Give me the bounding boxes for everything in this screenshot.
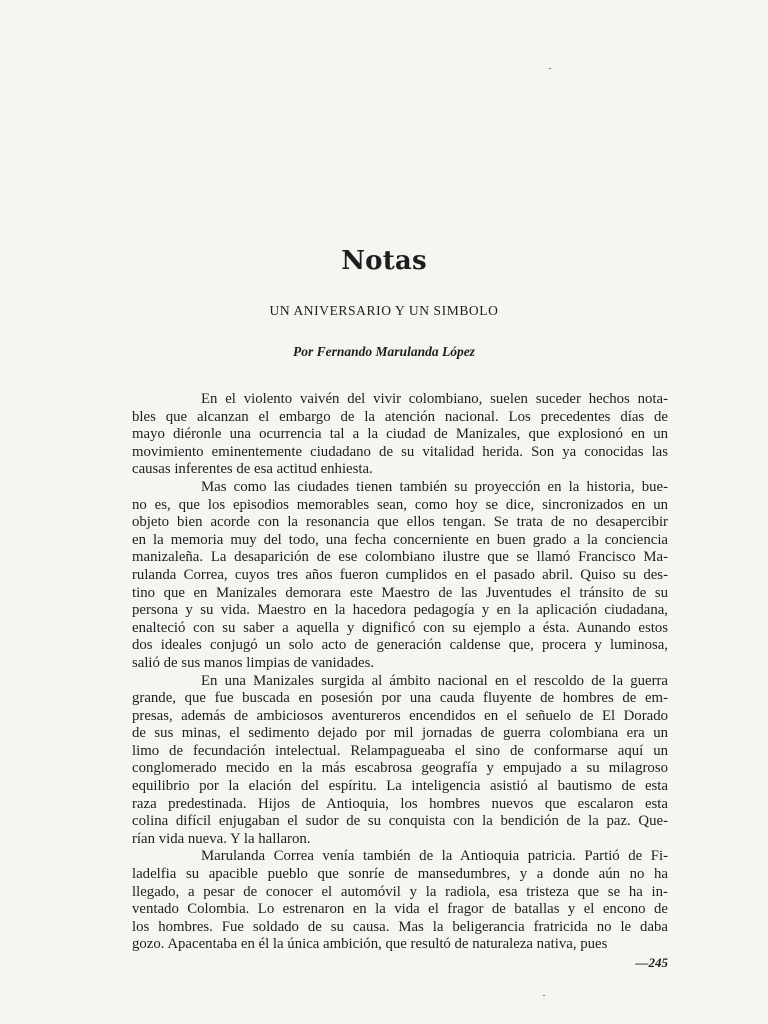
text-line: causas inferentes de esa actitud enhiesta. — [132, 461, 373, 478]
text-line: dos ideales conjugó un solo acto de generación caldense que, procera y luminosa, — [132, 637, 668, 654]
page-number: —245 — [635, 955, 668, 970]
text-line: gozo. Apacentaba en él la única ambición, que resultó de naturaleza nativa, pues — [132, 936, 608, 953]
text-line: Mas como las ciudades tienen también su proyección en la historia, bue- — [201, 478, 668, 495]
text-line: Marulanda Correa venía también de la Antioquia patricia. Partió de Fi- — [201, 848, 668, 865]
text-line: En el violento vaivén del vivir colombiano, suelen suceder hechos nota- — [201, 391, 668, 407]
text-line: ventado Colombia. Lo estrenaron en la vida el fragor de batallas y el encono de — [132, 901, 668, 918]
text-line: enalteció con su saber a aquella y dignificó con su ejemplo a ésta. Aunando estos — [132, 619, 668, 636]
section-title: Notas — [341, 246, 427, 276]
paragraph — [132, 673, 668, 849]
paragraph — [132, 391, 668, 479]
text-line: bles que alcanzan el embargo de la atención nacional. Los precedentes días de — [132, 408, 668, 425]
text-line: colina difícil enjugaban el sudor de su conquista con la bendición de la paz. Que- — [132, 813, 668, 830]
scan-speck — [543, 995, 545, 996]
text-line: de sus minas, el sedimento dejado por mil jornadas de guerra colombiana era un — [132, 725, 668, 742]
text-line: llegado, a pesar de conocer el automóvil y la radiola, esa tristeza que se ha in- — [132, 883, 668, 900]
scan-speck — [549, 68, 551, 69]
text-line: presas, además de ambiciosos aventureros encendidos en el señuelo de El Dorado — [132, 707, 668, 724]
text-line: manizaleña. La desaparición de ese colombiano ilustre que se llamó Francisco Ma- — [132, 549, 668, 566]
paragraph — [132, 848, 668, 954]
text-line: objeto bien acorde con la resonancia que ellos tengan. Se trata de no desapercibir — [132, 514, 668, 531]
text-line: raza predestinada. Hijos de Antioquia, los hombres nuevos que escalaron esta — [132, 795, 668, 812]
text-line: movimiento eminentemente ciudadano de su vitalidad herida. Son ya conocidas las — [132, 443, 668, 460]
text-line: los hombres. Fue soldado de su causa. Mas la beligerancia fratricida no le daba — [132, 918, 668, 935]
text-line: conglomerado mecido en la más escabrosa geografía y empujado a su milagroso — [132, 760, 668, 777]
text-line: equilibrio por la elación del espíritu. La inteligencia asistió al bautismo de esta — [132, 778, 668, 795]
article-title: UN ANIVERSARIO Y UN SIMBOLO — [269, 303, 499, 318]
text-line: en la memoria muy del todo, una fecha concerniente en buen grado a la conciencia — [132, 531, 668, 548]
text-line: mayo diéronle una ocurrencia tal a la ciudad de Manizales, que explosionó en un — [132, 426, 668, 443]
text-line: grande, que fue buscada en posesión por una cauda fluyente de hombres de em- — [132, 690, 668, 707]
paragraph — [132, 479, 668, 673]
text-line: rían vida nueva. Y la hallaron. — [132, 830, 311, 847]
text-line: no es, que los episodios memorables sean, como hoy se dice, sincronizados en un — [132, 496, 668, 513]
text-line: ladelfia su apacible pueblo que sonríe de mansedumbres, y a donde aún no ha — [132, 866, 668, 883]
text-line: En una Manizales surgida al ámbito nacional en el rescoldo de la guerra — [201, 672, 668, 689]
text-line: limo de fecundación intelectual. Relampagueaba el sino de conformarse aquí un — [132, 742, 668, 759]
byline: Por Fernando Marulanda López — [293, 344, 475, 359]
text-line: tino que en Manizales demorara este Maestro de las Juventudes el tránsito de su — [132, 584, 668, 601]
article-body — [132, 391, 668, 954]
text-line: persona y su vida. Maestro en la hacedora pedagogía y en la aplicación ciudadana, — [132, 602, 668, 619]
text-line: rulanda Correa, cuyos tres años fueron cumplidos en el pasado abril. Quiso su des- — [132, 566, 668, 583]
text-line: salió de sus manos limpias de vanidades. — [132, 654, 375, 671]
